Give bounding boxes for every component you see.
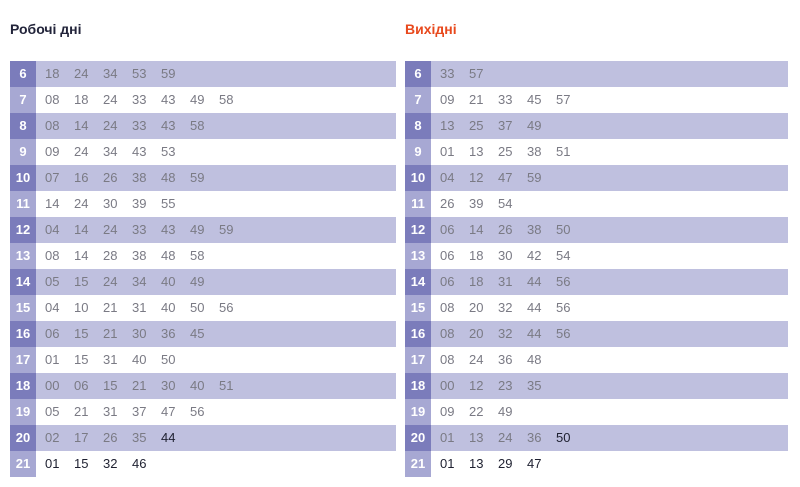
departure-minute: 30	[498, 248, 513, 263]
departure-minute: 36	[498, 352, 513, 367]
departure-minute: 26	[103, 430, 118, 445]
departure-minute: 49	[190, 274, 205, 289]
departure-minute: 32	[103, 456, 118, 471]
departure-minute: 42	[527, 248, 542, 263]
departure-minute: 38	[527, 222, 542, 237]
departure-minute: 21	[74, 404, 89, 419]
departure-minute: 48	[527, 352, 542, 367]
departure-minute: 00	[440, 378, 455, 393]
departure-minute: 24	[74, 66, 89, 81]
departure-minute: 14	[45, 196, 60, 211]
departure-minute: 14	[74, 118, 89, 133]
departure-minute: 40	[190, 378, 205, 393]
hour-cell: 20	[405, 425, 431, 451]
departure-minute: 44	[527, 274, 542, 289]
departure-minute: 30	[103, 196, 118, 211]
departure-minute: 47	[527, 456, 542, 471]
hour-cell: 13	[405, 243, 431, 269]
minutes-list	[431, 269, 585, 295]
minutes-list	[431, 217, 585, 243]
hour-cell: 10	[10, 165, 36, 191]
departure-minute: 08	[440, 326, 455, 341]
departure-minute: 33	[440, 66, 455, 81]
timetable-row	[10, 451, 396, 477]
hour-cell: 9	[10, 139, 36, 165]
departure-minute: 21	[103, 300, 118, 315]
departure-minute: 58	[190, 118, 205, 133]
departure-minute: 14	[469, 222, 484, 237]
departure-minute: 32	[498, 300, 513, 315]
departure-minute: 26	[103, 170, 118, 185]
departure-minute: 08	[45, 92, 60, 107]
departure-minute: 23	[498, 378, 513, 393]
timetable-row	[405, 425, 788, 451]
timetable-row	[405, 217, 788, 243]
departure-minute: 02	[45, 430, 60, 445]
departure-minute: 49	[190, 222, 205, 237]
departure-minute: 20	[469, 326, 484, 341]
departure-minute: 40	[161, 274, 176, 289]
weekday-title: Робочі дні	[10, 21, 82, 37]
timetable-row	[10, 269, 396, 295]
departure-minute: 18	[469, 274, 484, 289]
departure-minute: 38	[132, 170, 147, 185]
departure-minute: 10	[74, 300, 89, 315]
minutes-list	[431, 243, 585, 269]
departure-minute: 33	[498, 92, 513, 107]
minutes-list	[431, 139, 585, 165]
departure-minute: 48	[161, 248, 176, 263]
timetable-row	[405, 139, 788, 165]
departure-minute: 24	[103, 222, 118, 237]
minutes-list	[431, 191, 527, 217]
departure-minute: 05	[45, 404, 60, 419]
timetable-row	[10, 321, 396, 347]
departure-minute: 13	[469, 144, 484, 159]
timetable-row	[405, 321, 788, 347]
hour-cell: 12	[405, 217, 431, 243]
timetable-row	[405, 373, 788, 399]
departure-minute: 51	[219, 378, 234, 393]
departure-minute: 24	[103, 274, 118, 289]
hour-cell: 13	[10, 243, 36, 269]
departure-minute: 14	[74, 222, 89, 237]
timetable-row	[10, 165, 396, 191]
minutes-list	[431, 425, 585, 451]
departure-minute: 24	[103, 92, 118, 107]
timetable-row	[405, 191, 788, 217]
departure-minute: 59	[161, 66, 176, 81]
timetable-row	[405, 451, 788, 477]
departure-minute: 33	[132, 92, 147, 107]
weekday-timetable	[10, 61, 396, 477]
minutes-list	[36, 425, 190, 451]
departure-minute: 05	[45, 274, 60, 289]
departure-minute: 34	[103, 66, 118, 81]
hour-cell: 6	[405, 61, 431, 87]
hour-cell: 6	[10, 61, 36, 87]
departure-minute: 34	[132, 274, 147, 289]
minutes-list	[431, 61, 498, 87]
departure-minute: 35	[527, 378, 542, 393]
timetable-row	[10, 373, 396, 399]
weekend-timetable	[405, 61, 788, 477]
timetable-row	[405, 243, 788, 269]
minutes-list	[431, 373, 556, 399]
minutes-list	[431, 399, 527, 425]
minutes-list	[36, 61, 190, 87]
hour-cell: 11	[10, 191, 36, 217]
departure-minute: 57	[556, 92, 571, 107]
timetable-row	[10, 61, 396, 87]
departure-minute: 01	[45, 456, 60, 471]
departure-minute: 37	[132, 404, 147, 419]
departure-minute: 39	[132, 196, 147, 211]
departure-minute: 49	[190, 92, 205, 107]
departure-minute: 43	[161, 118, 176, 133]
minutes-list	[36, 113, 219, 139]
minutes-list	[36, 399, 219, 425]
departure-minute: 54	[556, 248, 571, 263]
departure-minute: 09	[45, 144, 60, 159]
departure-minute: 15	[103, 378, 118, 393]
departure-minute: 12	[469, 170, 484, 185]
departure-minute: 06	[74, 378, 89, 393]
departure-minute: 48	[161, 170, 176, 185]
departure-minute: 33	[132, 118, 147, 133]
departure-minute: 25	[498, 144, 513, 159]
departure-minute: 30	[132, 326, 147, 341]
departure-minute: 49	[527, 118, 542, 133]
departure-minute: 24	[103, 118, 118, 133]
minutes-list	[36, 87, 248, 113]
departure-minute: 24	[498, 430, 513, 445]
timetable-row	[10, 87, 396, 113]
departure-minute: 18	[45, 66, 60, 81]
departure-minute: 20	[469, 300, 484, 315]
departure-minute: 21	[132, 378, 147, 393]
minutes-list	[36, 373, 248, 399]
departure-minute: 07	[45, 170, 60, 185]
hour-cell: 17	[405, 347, 431, 373]
minutes-list	[36, 451, 161, 477]
hour-cell: 14	[405, 269, 431, 295]
departure-minute: 37	[498, 118, 513, 133]
minutes-list	[36, 347, 190, 373]
departure-minute: 46	[132, 456, 147, 471]
departure-minute: 32	[498, 326, 513, 341]
departure-minute: 01	[440, 430, 455, 445]
departure-minute: 40	[132, 352, 147, 367]
departure-minute: 30	[161, 378, 176, 393]
departure-minute: 50	[190, 300, 205, 315]
hour-cell: 18	[405, 373, 431, 399]
minutes-list	[36, 165, 219, 191]
departure-minute: 36	[161, 326, 176, 341]
timetable-row	[405, 165, 788, 191]
departure-minute: 53	[132, 66, 147, 81]
departure-minute: 15	[74, 326, 89, 341]
hour-cell: 7	[10, 87, 36, 113]
hour-cell: 18	[10, 373, 36, 399]
minutes-list	[431, 347, 556, 373]
departure-minute: 51	[556, 144, 571, 159]
departure-minute: 44	[161, 430, 176, 445]
timetable-row	[405, 399, 788, 425]
departure-minute: 01	[45, 352, 60, 367]
departure-minute: 16	[74, 170, 89, 185]
departure-minute: 38	[527, 144, 542, 159]
minutes-list	[431, 113, 556, 139]
departure-minute: 56	[556, 274, 571, 289]
departure-minute: 47	[498, 170, 513, 185]
departure-minute: 39	[469, 196, 484, 211]
timetable-row	[10, 217, 396, 243]
departure-minute: 09	[440, 404, 455, 419]
departure-minute: 26	[498, 222, 513, 237]
departure-minute: 58	[219, 92, 234, 107]
departure-minute: 43	[132, 144, 147, 159]
hour-cell: 15	[10, 295, 36, 321]
minutes-list	[431, 321, 585, 347]
timetable-row	[405, 347, 788, 373]
hour-cell: 9	[405, 139, 431, 165]
timetable-row	[405, 87, 788, 113]
hour-cell: 11	[405, 191, 431, 217]
departure-minute: 13	[469, 430, 484, 445]
departure-minute: 44	[527, 300, 542, 315]
departure-minute: 21	[103, 326, 118, 341]
departure-minute: 01	[440, 144, 455, 159]
departure-minute: 08	[440, 352, 455, 367]
departure-minute: 34	[103, 144, 118, 159]
departure-minute: 04	[45, 222, 60, 237]
minutes-list	[431, 165, 556, 191]
departure-minute: 36	[527, 430, 542, 445]
departure-minute: 45	[190, 326, 205, 341]
departure-minute: 56	[190, 404, 205, 419]
timetable-row	[405, 269, 788, 295]
departure-minute: 24	[74, 144, 89, 159]
departure-minute: 06	[440, 248, 455, 263]
departure-minute: 50	[556, 430, 571, 445]
departure-minute: 17	[74, 430, 89, 445]
hour-cell: 20	[10, 425, 36, 451]
hour-cell: 7	[405, 87, 431, 113]
departure-minute: 15	[74, 456, 89, 471]
departure-minute: 59	[219, 222, 234, 237]
departure-minute: 25	[469, 118, 484, 133]
departure-minute: 15	[74, 274, 89, 289]
departure-minute: 28	[103, 248, 118, 263]
departure-minute: 04	[440, 170, 455, 185]
hour-cell: 19	[10, 399, 36, 425]
hour-cell: 16	[10, 321, 36, 347]
departure-minute: 38	[132, 248, 147, 263]
hour-cell: 12	[10, 217, 36, 243]
departure-minute: 29	[498, 456, 513, 471]
departure-minute: 09	[440, 92, 455, 107]
departure-minute: 56	[556, 326, 571, 341]
hour-cell: 10	[405, 165, 431, 191]
departure-minute: 50	[161, 352, 176, 367]
hour-cell: 16	[405, 321, 431, 347]
hour-cell: 19	[405, 399, 431, 425]
timetable-row	[405, 61, 788, 87]
departure-minute: 14	[74, 248, 89, 263]
timetable-row	[10, 139, 396, 165]
departure-minute: 50	[556, 222, 571, 237]
hour-cell: 8	[405, 113, 431, 139]
departure-minute: 24	[74, 196, 89, 211]
timetable-row	[10, 243, 396, 269]
timetable-row	[405, 295, 788, 321]
minutes-list	[36, 295, 248, 321]
timetable-row	[10, 399, 396, 425]
hour-cell: 21	[405, 451, 431, 477]
timetable-row	[10, 425, 396, 451]
departure-minute: 08	[45, 248, 60, 263]
minutes-list	[36, 217, 248, 243]
departure-minute: 55	[161, 196, 176, 211]
departure-minute: 56	[556, 300, 571, 315]
departure-minute: 13	[469, 456, 484, 471]
hour-cell: 21	[10, 451, 36, 477]
hour-cell: 17	[10, 347, 36, 373]
departure-minute: 24	[469, 352, 484, 367]
minutes-list	[431, 87, 585, 113]
minutes-list	[36, 269, 219, 295]
minutes-list	[431, 451, 556, 477]
minutes-list	[36, 139, 190, 165]
departure-minute: 13	[440, 118, 455, 133]
departure-minute: 08	[440, 300, 455, 315]
hour-cell: 8	[10, 113, 36, 139]
timetable-row	[405, 113, 788, 139]
departure-minute: 00	[45, 378, 60, 393]
departure-minute: 31	[498, 274, 513, 289]
departure-minute: 49	[498, 404, 513, 419]
departure-minute: 22	[469, 404, 484, 419]
departure-minute: 54	[498, 196, 513, 211]
departure-minute: 45	[527, 92, 542, 107]
departure-minute: 21	[469, 92, 484, 107]
departure-minute: 43	[161, 92, 176, 107]
weekend-title: Вихідні	[405, 21, 457, 37]
departure-minute: 35	[132, 430, 147, 445]
timetable-row	[10, 191, 396, 217]
departure-minute: 01	[440, 456, 455, 471]
minutes-list	[431, 295, 585, 321]
departure-minute: 26	[440, 196, 455, 211]
hour-cell: 15	[405, 295, 431, 321]
departure-minute: 08	[45, 118, 60, 133]
minutes-list	[36, 243, 219, 269]
departure-minute: 59	[190, 170, 205, 185]
departure-minute: 57	[469, 66, 484, 81]
departure-minute: 31	[103, 404, 118, 419]
departure-minute: 47	[161, 404, 176, 419]
departure-minute: 18	[469, 248, 484, 263]
timetable-row	[10, 347, 396, 373]
departure-minute: 18	[74, 92, 89, 107]
departure-minute: 59	[527, 170, 542, 185]
timetable-row	[10, 295, 396, 321]
departure-minute: 04	[45, 300, 60, 315]
departure-minute: 44	[527, 326, 542, 341]
departure-minute: 06	[45, 326, 60, 341]
departure-minute: 40	[161, 300, 176, 315]
departure-minute: 53	[161, 144, 176, 159]
departure-minute: 31	[103, 352, 118, 367]
minutes-list	[36, 321, 219, 347]
departure-minute: 06	[440, 274, 455, 289]
minutes-list	[36, 191, 190, 217]
departure-minute: 06	[440, 222, 455, 237]
departure-minute: 43	[161, 222, 176, 237]
departure-minute: 58	[190, 248, 205, 263]
departure-minute: 56	[219, 300, 234, 315]
departure-minute: 31	[132, 300, 147, 315]
departure-minute: 12	[469, 378, 484, 393]
departure-minute: 15	[74, 352, 89, 367]
hour-cell: 14	[10, 269, 36, 295]
timetable-row	[10, 113, 396, 139]
departure-minute: 33	[132, 222, 147, 237]
